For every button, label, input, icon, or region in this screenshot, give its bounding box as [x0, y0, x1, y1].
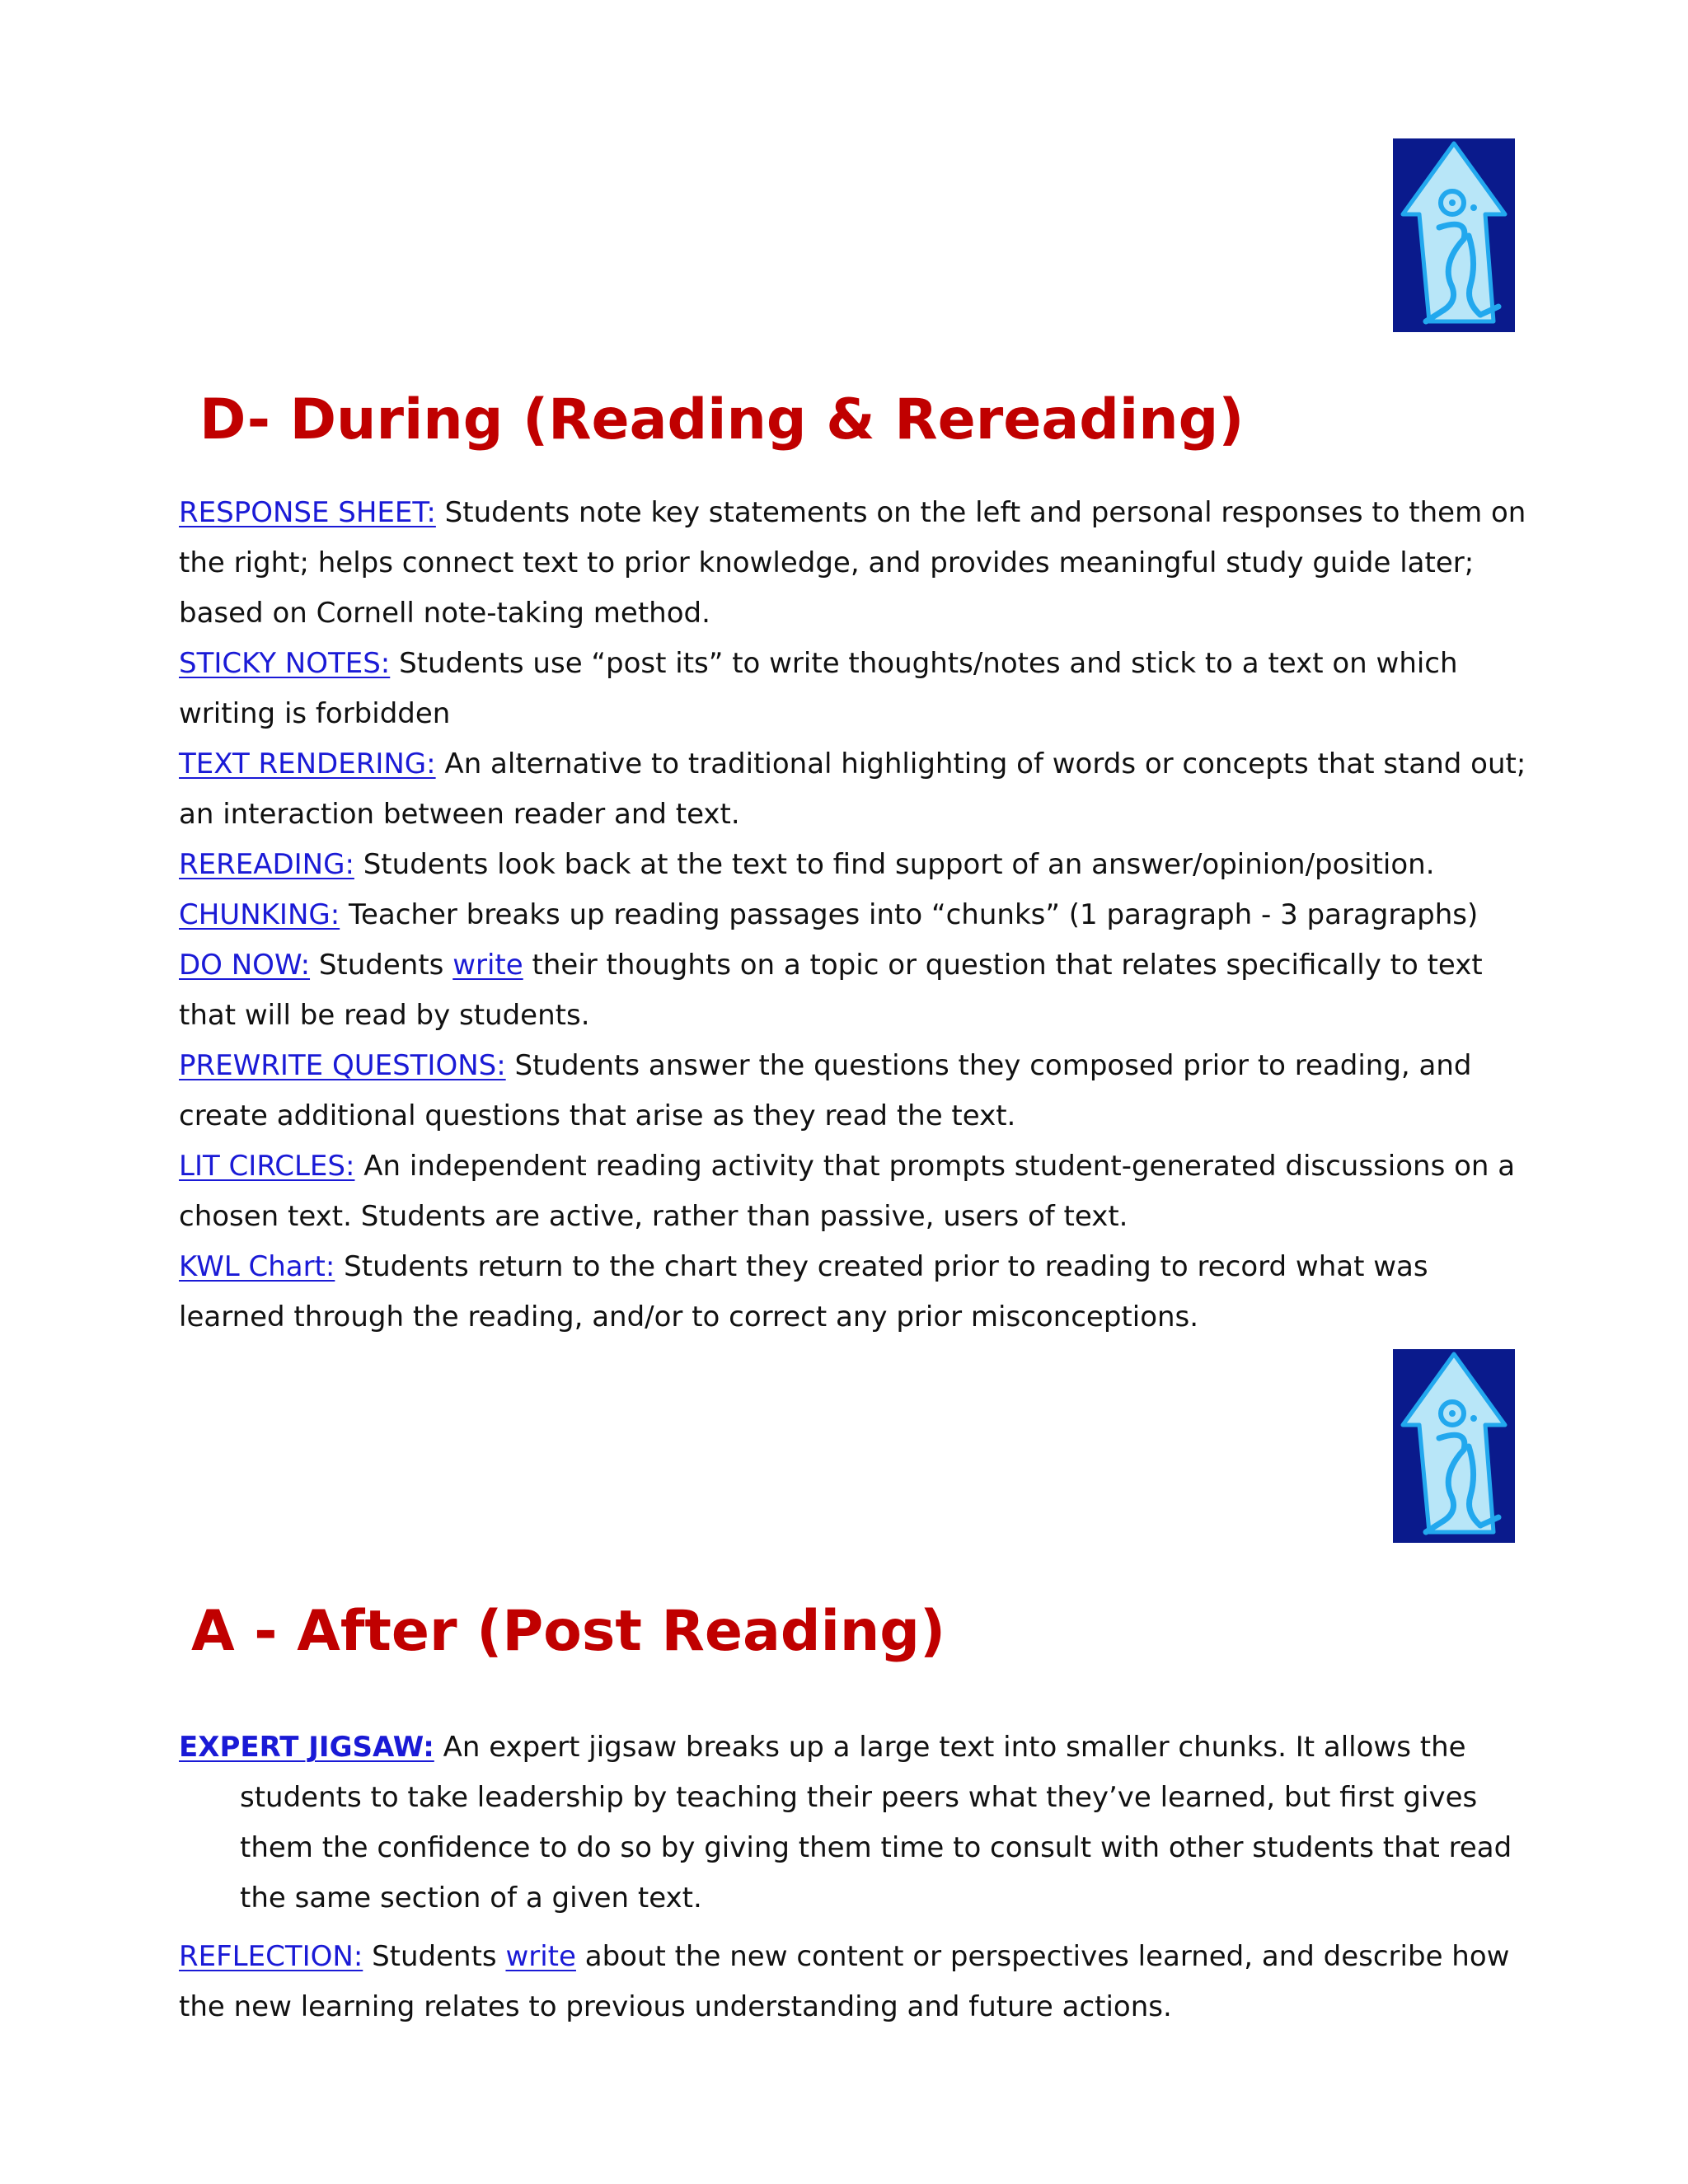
strategy-reflection	[179, 1932, 1531, 2032]
prewrite-questions-link[interactable]: PREWRITE QUESTIONS:	[179, 1049, 506, 1082]
chunking-link[interactable]: CHUNKING:	[179, 898, 340, 931]
text-rendering-link[interactable]: TEXT RENDERING:	[179, 748, 436, 780]
strategy-sticky-notes	[179, 639, 1531, 739]
do-now-write-link[interactable]: write	[452, 949, 523, 982]
kwl-chart-link[interactable]: KWL Chart:	[179, 1250, 335, 1283]
sticky-notes-link[interactable]: STICKY NOTES:	[179, 647, 391, 680]
expert-jigsaw-text: An expert jigsaw breaks up a large text into smaller chunks. It allows the students to take leadership by teaching their peers what they’ve learned, but first gives them the confidence to do so by giving them time to consult with other students that read the same section of a given text.	[240, 1731, 1512, 1915]
strategy-text-rendering	[179, 739, 1531, 840]
during-heading: D- During (Reading & Rereading)	[199, 387, 1245, 452]
do-now-text-after: their thoughts on a topic or question that relates specifically to text that will be read by students.	[179, 949, 1483, 1032]
pointing-arrow-figure-icon	[1393, 138, 1515, 332]
strategy-kwl-chart	[179, 1242, 1531, 1343]
expert-jigsaw-link[interactable]: EXPERT JIGSAW:	[179, 1731, 434, 1764]
strategy-prewrite-questions	[179, 1041, 1531, 1141]
kwl-chart-text: Students return to the chart they created prior to reading to record what was learned through the reading, and/or to correct any prior misconceptions.	[179, 1250, 1428, 1333]
reflection-text-after: about the new content or perspectives learned, and describe how the new learning relates to previous understanding and future actions.	[179, 1940, 1510, 2023]
rereading-link[interactable]: REREADING:	[179, 848, 354, 881]
strategy-response-sheet	[179, 488, 1531, 639]
response-sheet-link[interactable]: RESPONSE SHEET:	[179, 496, 436, 529]
strategy-expert-jigsaw	[179, 1722, 1531, 1924]
do-now-link[interactable]: DO NOW:	[179, 949, 311, 982]
during-strategy-list	[179, 488, 1531, 1343]
after-heading: A - After (Post Reading)	[191, 1599, 946, 1664]
reflection-write-link[interactable]: write	[505, 1940, 576, 1973]
strategy-do-now	[179, 940, 1531, 1041]
strategy-chunking	[179, 890, 1531, 940]
text-rendering-text: An alternative to traditional highlighting of words or concepts that stand out; an interaction between reader and text.	[179, 748, 1526, 831]
pointing-arrow-figure-icon	[1393, 1349, 1515, 1543]
reflection-text-before: Students	[363, 1940, 506, 1973]
after-strategy-list	[179, 1722, 1531, 2032]
lit-circles-link[interactable]: LIT CIRCLES:	[179, 1150, 355, 1183]
prewrite-questions-text: Students answer the questions they composed prior to reading, and create additional questions that arise as they read the text.	[179, 1049, 1472, 1132]
lit-circles-text: An independent reading activity that prompts student-generated discussions on a chosen text. Students are active, rather than passive, users of text.	[179, 1150, 1516, 1233]
strategy-lit-circles	[179, 1141, 1531, 1242]
sticky-notes-text: Students use “post its” to write thoughts/notes and stick to a text on which writing is forbidden	[179, 647, 1458, 730]
response-sheet-text: Students note key statements on the left and personal responses to them on the right; helps connect text to prior knowledge, and provides meaningful study guide later; based on Cornell note-taking method.	[179, 496, 1526, 630]
rereading-text: Students look back at the text to find support of an answer/opinion/position.	[354, 848, 1435, 881]
chunking-text: Teacher breaks up reading passages into “chunks” (1 paragraph - 3 paragraphs)	[340, 898, 1479, 931]
do-now-text-before: Students	[310, 949, 453, 982]
strategy-rereading	[179, 840, 1531, 890]
reflection-link[interactable]: REFLECTION:	[179, 1940, 363, 1973]
